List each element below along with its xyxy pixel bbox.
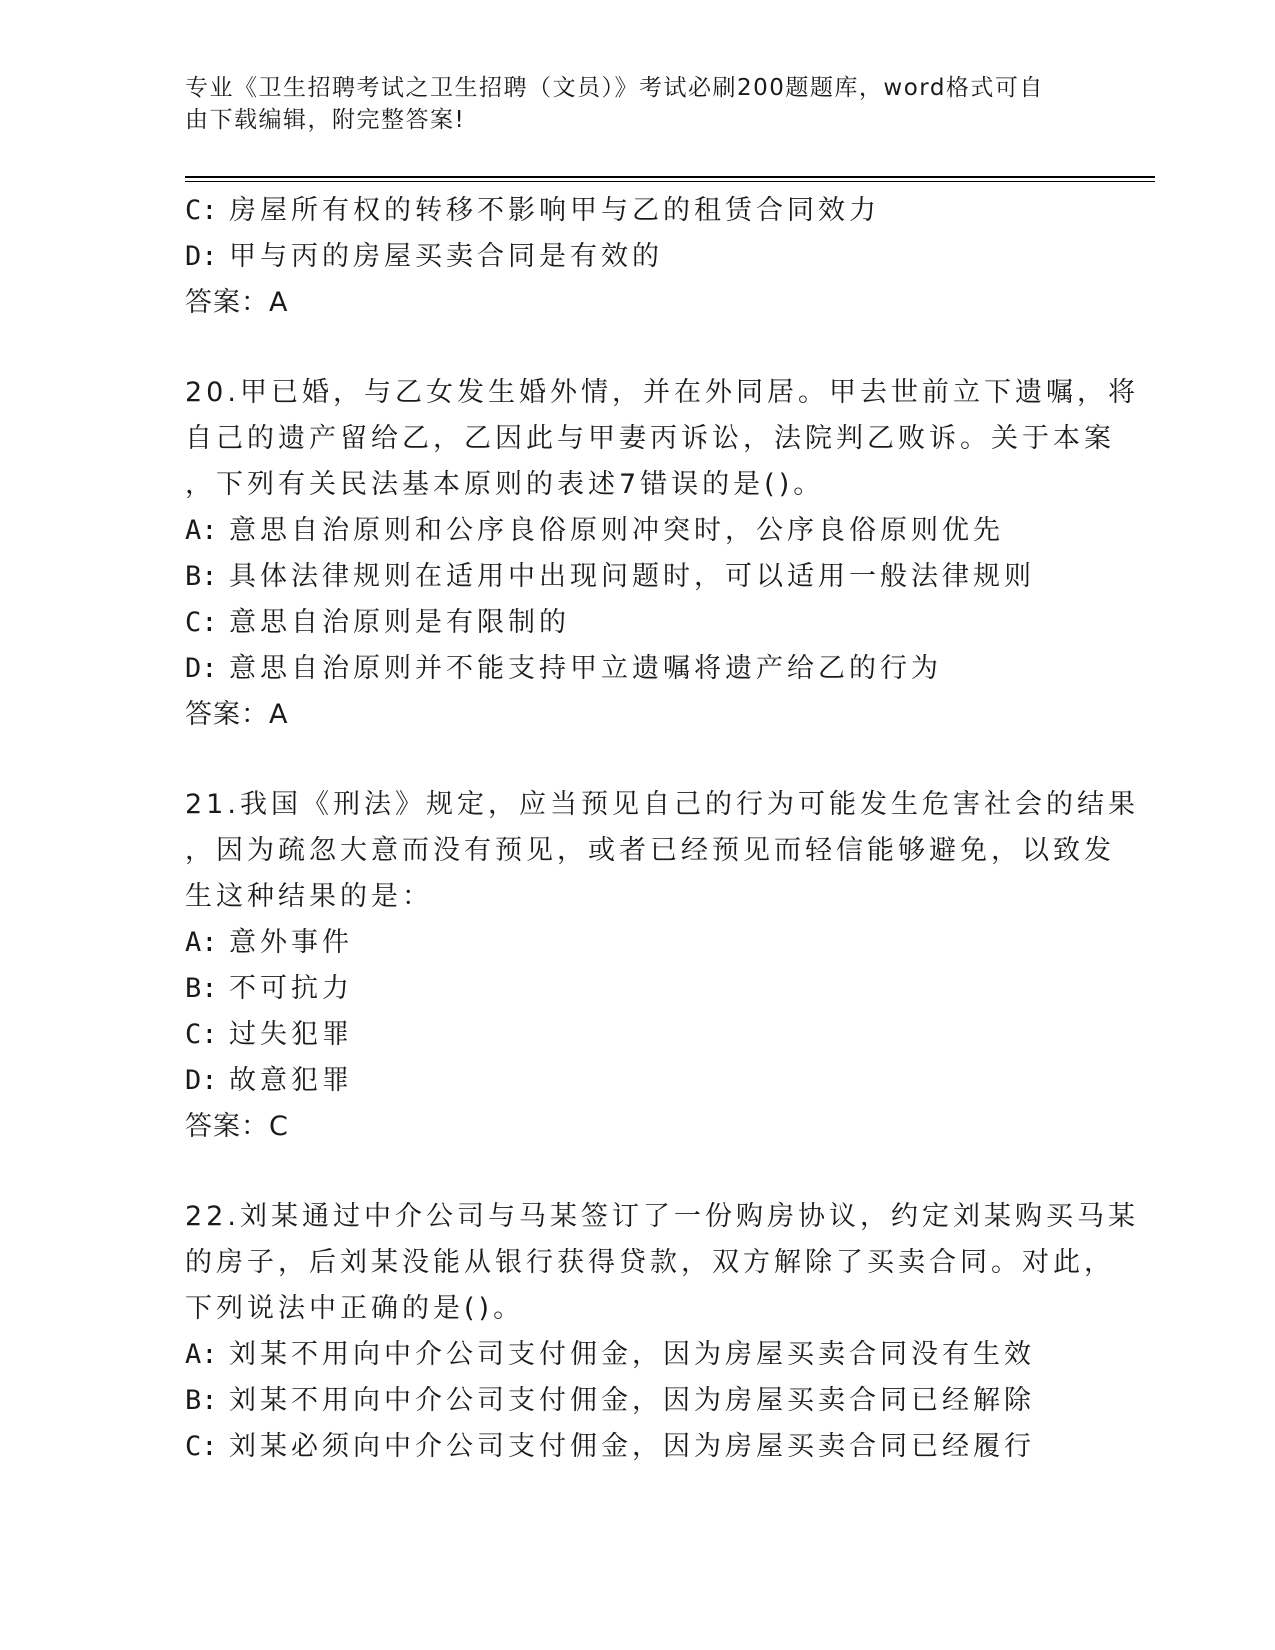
header-rule-thick bbox=[185, 176, 1155, 178]
question-stem-line: 21.我国《刑法》规定，应当预见自己的行为可能发生危害社会的结果 bbox=[185, 789, 1139, 820]
question-stem-line: 下列说法中正确的是()。 bbox=[185, 1293, 525, 1324]
option-text: 刘某必须向中介公司支付佣金，因为房屋买卖合同已经履行 bbox=[229, 1431, 1035, 1462]
option-label: C: bbox=[185, 607, 218, 638]
option-c bbox=[185, 1012, 1085, 1058]
option-text: 意思自治原则和公序良俗原则冲突时，公序良俗原则优先 bbox=[229, 515, 1004, 546]
option-label: C: bbox=[185, 1019, 218, 1050]
answer-line: 答案：A bbox=[185, 287, 289, 318]
option-label: B: bbox=[185, 561, 218, 592]
option-d bbox=[185, 646, 1085, 692]
option-label: C: bbox=[185, 195, 218, 226]
document-header bbox=[185, 72, 1065, 136]
question-stem-line: ，下列有关民法基本原则的表述7错误的是()。 bbox=[185, 469, 825, 500]
document-body bbox=[185, 188, 1139, 1470]
option-a bbox=[185, 1332, 1085, 1378]
option-text: 刘某不用向中介公司支付佣金，因为房屋买卖合同没有生效 bbox=[229, 1339, 1035, 1370]
option-label: C: bbox=[185, 1431, 218, 1462]
option-text: 故意犯罪 bbox=[229, 1065, 353, 1096]
option-label: A: bbox=[185, 927, 218, 958]
question-stem-line: ，因为疏忽大意而没有预见，或者已经预见而轻信能够避免，以致发 bbox=[185, 835, 1115, 866]
option-c bbox=[185, 600, 1085, 646]
option-d bbox=[185, 234, 1085, 280]
question-19-continuation bbox=[185, 188, 1085, 326]
header-line-2: 由下载编辑，附完整答案! bbox=[185, 107, 466, 133]
question-22 bbox=[185, 1194, 1139, 1470]
option-label: A: bbox=[185, 1339, 218, 1370]
option-label: D: bbox=[185, 653, 218, 684]
option-b bbox=[185, 966, 1085, 1012]
question-stem-line: 20.甲已婚，与乙女发生婚外情，并在外同居。甲去世前立下遗嘱，将 bbox=[185, 377, 1139, 408]
option-text: 意思自治原则并不能支持甲立遗嘱将遗产给乙的行为 bbox=[229, 653, 942, 684]
question-stem-line: 自己的遗产留给乙，乙因此与甲妻丙诉讼，法院判乙败诉。关于本案 bbox=[185, 423, 1115, 454]
option-text: 不可抗力 bbox=[229, 973, 353, 1004]
question-stem-line: 的房子，后刘某没能从银行获得贷款，双方解除了买卖合同。对此， bbox=[185, 1247, 1115, 1278]
option-a bbox=[185, 508, 1085, 554]
option-text: 意思自治原则是有限制的 bbox=[229, 607, 570, 638]
option-label: D: bbox=[185, 1065, 218, 1096]
option-label: D: bbox=[185, 241, 218, 272]
header-line-1: 专业《卫生招聘考试之卫生招聘（文员）》考试必刷200题题库，word格式可自 bbox=[185, 75, 1044, 101]
option-label: A: bbox=[185, 515, 218, 546]
option-b bbox=[185, 1378, 1085, 1424]
answer-line: 答案：A bbox=[185, 699, 289, 730]
option-text: 刘某不用向中介公司支付佣金，因为房屋买卖合同已经解除 bbox=[229, 1385, 1035, 1416]
option-text: 具体法律规则在适用中出现问题时，可以适用一般法律规则 bbox=[229, 561, 1035, 592]
option-label: B: bbox=[185, 973, 218, 1004]
option-d bbox=[185, 1058, 1085, 1104]
option-text: 房屋所有权的转移不影响甲与乙的租赁合同效力 bbox=[229, 195, 880, 226]
option-label: B: bbox=[185, 1385, 218, 1416]
option-c bbox=[185, 1424, 1085, 1470]
answer-line: 答案：C bbox=[185, 1111, 289, 1142]
option-b bbox=[185, 554, 1085, 600]
header-rule-thin bbox=[185, 181, 1155, 182]
question-20 bbox=[185, 370, 1139, 738]
question-stem-line: 生这种结果的是： bbox=[185, 881, 433, 912]
option-text: 意外事件 bbox=[229, 927, 353, 958]
option-c bbox=[185, 188, 1085, 234]
question-21 bbox=[185, 782, 1139, 1150]
question-stem-line: 22.刘某通过中介公司与马某签订了一份购房协议，约定刘某购买马某 bbox=[185, 1201, 1139, 1232]
option-text: 甲与丙的房屋买卖合同是有效的 bbox=[229, 241, 663, 272]
option-text: 过失犯罪 bbox=[229, 1019, 353, 1050]
option-a bbox=[185, 920, 1085, 966]
